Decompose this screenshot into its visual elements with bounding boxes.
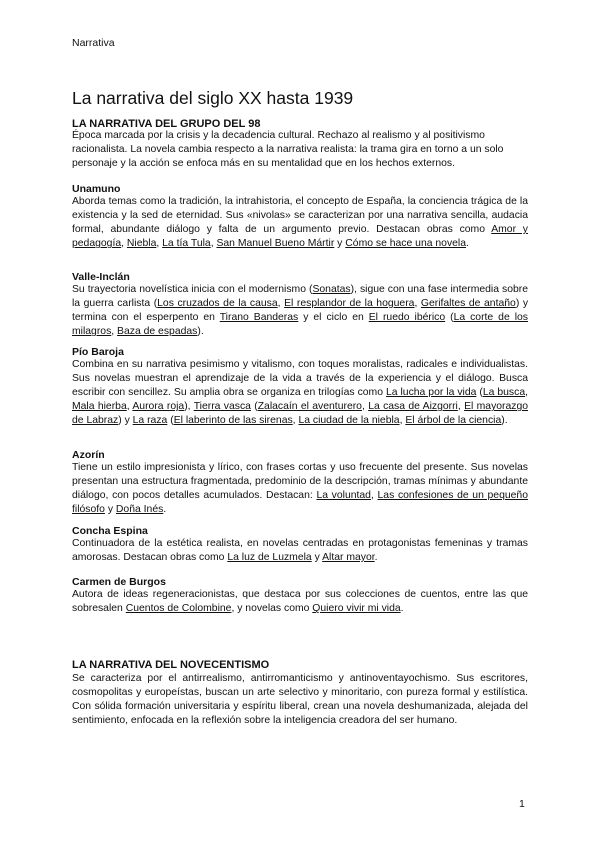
work-title: Mala hierba: [72, 401, 127, 413]
text-run: Tiene un estilo impresionista y lírico, con frases cortas y uso frecuente del presente. Sus novelas presentan una estructura fragmentada, predominio de la descripción, tramas mínimas y abundante diálogo, con pocos detalles acumulados. Destacan:: [72, 462, 528, 502]
work-title: Amor y pedagogía: [72, 224, 528, 250]
text-run: ,: [210, 238, 217, 250]
text-run: y: [334, 238, 346, 250]
text-run: .: [400, 603, 404, 615]
text-run: y: [311, 552, 323, 564]
text-run: (: [476, 387, 483, 399]
work-title: La ciudad de la niebla: [298, 415, 400, 427]
page-title: La narrativa del siglo XX hasta 1939: [72, 88, 354, 108]
text-run: ) y: [118, 415, 133, 427]
work-title: Tierra vasca: [193, 401, 251, 413]
text-run: ),: [184, 401, 194, 413]
work-title: La raza: [132, 415, 168, 427]
text-run: .: [466, 238, 469, 250]
work-title: El resplandor de la hoguera: [284, 298, 415, 310]
work-title: La voluntad: [316, 490, 371, 502]
author-paragraph-concha-espina: [72, 537, 528, 565]
author-heading-unamuno: Unamuno: [72, 183, 121, 195]
work-title: Baza de espadas: [117, 326, 198, 338]
work-title: Cómo se hace una novela: [345, 238, 467, 250]
author-heading-azorin: Azorín: [72, 449, 105, 461]
author-heading-pio-baroja: Pío Baroja: [72, 346, 124, 358]
text-run: ,: [370, 490, 378, 502]
work-title: Quiero vivir mi vida: [312, 603, 401, 615]
text-run: ,: [457, 401, 465, 413]
text-run: Combina en su narrativa pesimismo y vitalismo, con toques moralistas, radicales e individualistas. Sus novelas muestran el aprendizaje de la vida a través de la experiencia y el diálogo. Busca escribir con sencillez. Su amplia obra se organiza en trilogías como: [72, 359, 528, 399]
author-paragraph-carmen-de-burgos: [72, 588, 528, 616]
author-heading-concha-espina: Concha Espina: [72, 525, 148, 537]
work-title: La luz de Luzmela: [227, 552, 312, 564]
author-paragraph-pio-baroja: [72, 358, 528, 428]
work-title: Zalacaín el aventurero: [257, 401, 362, 413]
text-run: ,: [156, 238, 163, 250]
text-run: Aborda temas como la tradición, la intrahistoria, el concepto de España, la conciencia trágica de la existencia y la sed de eternidad. Sus «nivolas» se caracterizan por una narrativa sencilla, audacia formal, abundante diálogo y falta de un argumento previo. Destacan obras como: [72, 196, 528, 236]
work-title: Las confesiones de un pequeño filósofo: [72, 490, 528, 516]
text-run: .: [374, 552, 378, 564]
text-run: Autora de ideas regeneracionistas, que destaca por sus colecciones de cuentos, entre las que sobresalen: [72, 589, 528, 615]
work-title: Cuentos de Colombine: [125, 603, 232, 615]
text-run: y el ciclo en: [298, 312, 369, 324]
text-run: ), sigue con una fase intermedia sobre la guerra carlista (: [72, 284, 528, 310]
text-run: .: [163, 504, 167, 516]
work-title: Altar mayor: [322, 552, 375, 564]
work-title: Niebla: [126, 238, 157, 250]
text-run: ,: [399, 415, 406, 427]
text-run: ,: [525, 387, 528, 399]
text-run: Su trayectoria novelística inicia con el modernismo (: [72, 284, 313, 295]
work-title: La corte de los milagros: [72, 312, 528, 338]
text-run: ,: [414, 298, 421, 310]
page-number: 1: [519, 798, 525, 810]
work-title: La lucha por la vida: [385, 387, 477, 399]
section-intro-novecentismo: Se caracteriza por el antirrealismo, antirromanticismo y antinoventayochismo. Sus escritores, cosmopolitas y europeístas, buscan un arte selectivo y minoritario, con pureza formal y estilística. Con sólida formación universitaria y espíritu liberal, crean una novela deshumanizada, alejada del sentimiento, enfocada en la reflexión sobre la inteligencia creadora del ser humano.: [72, 673, 528, 727]
text-run: Continuadora de la estética realista, en novelas centradas en protagonistas femeninas y tramas amorosas. Destacan obras como: [72, 538, 528, 564]
section-heading-grupo-98: LA NARRATIVA DEL GRUPO DEL 98: [72, 118, 261, 130]
text-run: , y novelas como: [231, 603, 313, 615]
text-run: ).: [501, 415, 508, 427]
text-run: (: [445, 312, 454, 324]
work-title: Gerifaltes de antaño: [420, 298, 516, 310]
work-title: Sonatas: [312, 284, 351, 295]
work-title: Aurora roja: [132, 401, 185, 413]
text-run: ,: [121, 238, 127, 250]
author-heading-carmen-de-burgos: Carmen de Burgos: [72, 576, 166, 588]
text-run: ,: [292, 415, 299, 427]
section-intro-grupo-98: Época marcada por la crisis y la decadencia cultural. Rechazo al realismo y al positivismo racionalista. La novela cambia respecto a la narrativa realista: la trama gira en torno a un solo personaje y la acción se enfoca más en su mentalidad que en los hechos externos.: [72, 130, 504, 170]
text-run: ,: [111, 326, 118, 338]
work-title: Tirano Banderas: [219, 312, 299, 324]
text-run: (: [250, 401, 258, 413]
text-run: ,: [126, 401, 133, 413]
work-title: El ruedo ibérico: [368, 312, 446, 324]
text-run: (: [167, 415, 174, 427]
running-header: Narrativa: [72, 37, 115, 49]
work-title: El mayorazgo de Labraz: [72, 401, 529, 427]
work-title: El árbol de la ciencia: [405, 415, 502, 427]
work-title: Los cruzados de la causa: [157, 298, 278, 310]
text-run: ).: [197, 326, 204, 338]
work-title: San Manuel Bueno Mártir: [216, 238, 335, 250]
author-paragraph-valle-inclan: [72, 283, 528, 339]
author-heading-valle-inclan: Valle-Inclán: [72, 271, 130, 283]
text-run: ,: [361, 401, 369, 413]
author-paragraph-azorin: [72, 461, 528, 517]
work-title: Doña Inés: [115, 504, 164, 516]
work-title: El laberinto de las sirenas: [173, 415, 293, 427]
text-run: ) y termina con el esperpento en: [72, 298, 529, 324]
work-title: La casa de Aizgorri: [368, 401, 458, 413]
section-heading-novecentismo: LA NARRATIVA DEL NOVECENTISMO: [72, 659, 270, 671]
author-paragraph-unamuno: [72, 195, 528, 251]
text-run: y: [104, 504, 116, 516]
work-title: La busca: [482, 387, 526, 399]
text-run: ,: [277, 298, 285, 310]
work-title: La tía Tula: [162, 238, 211, 250]
